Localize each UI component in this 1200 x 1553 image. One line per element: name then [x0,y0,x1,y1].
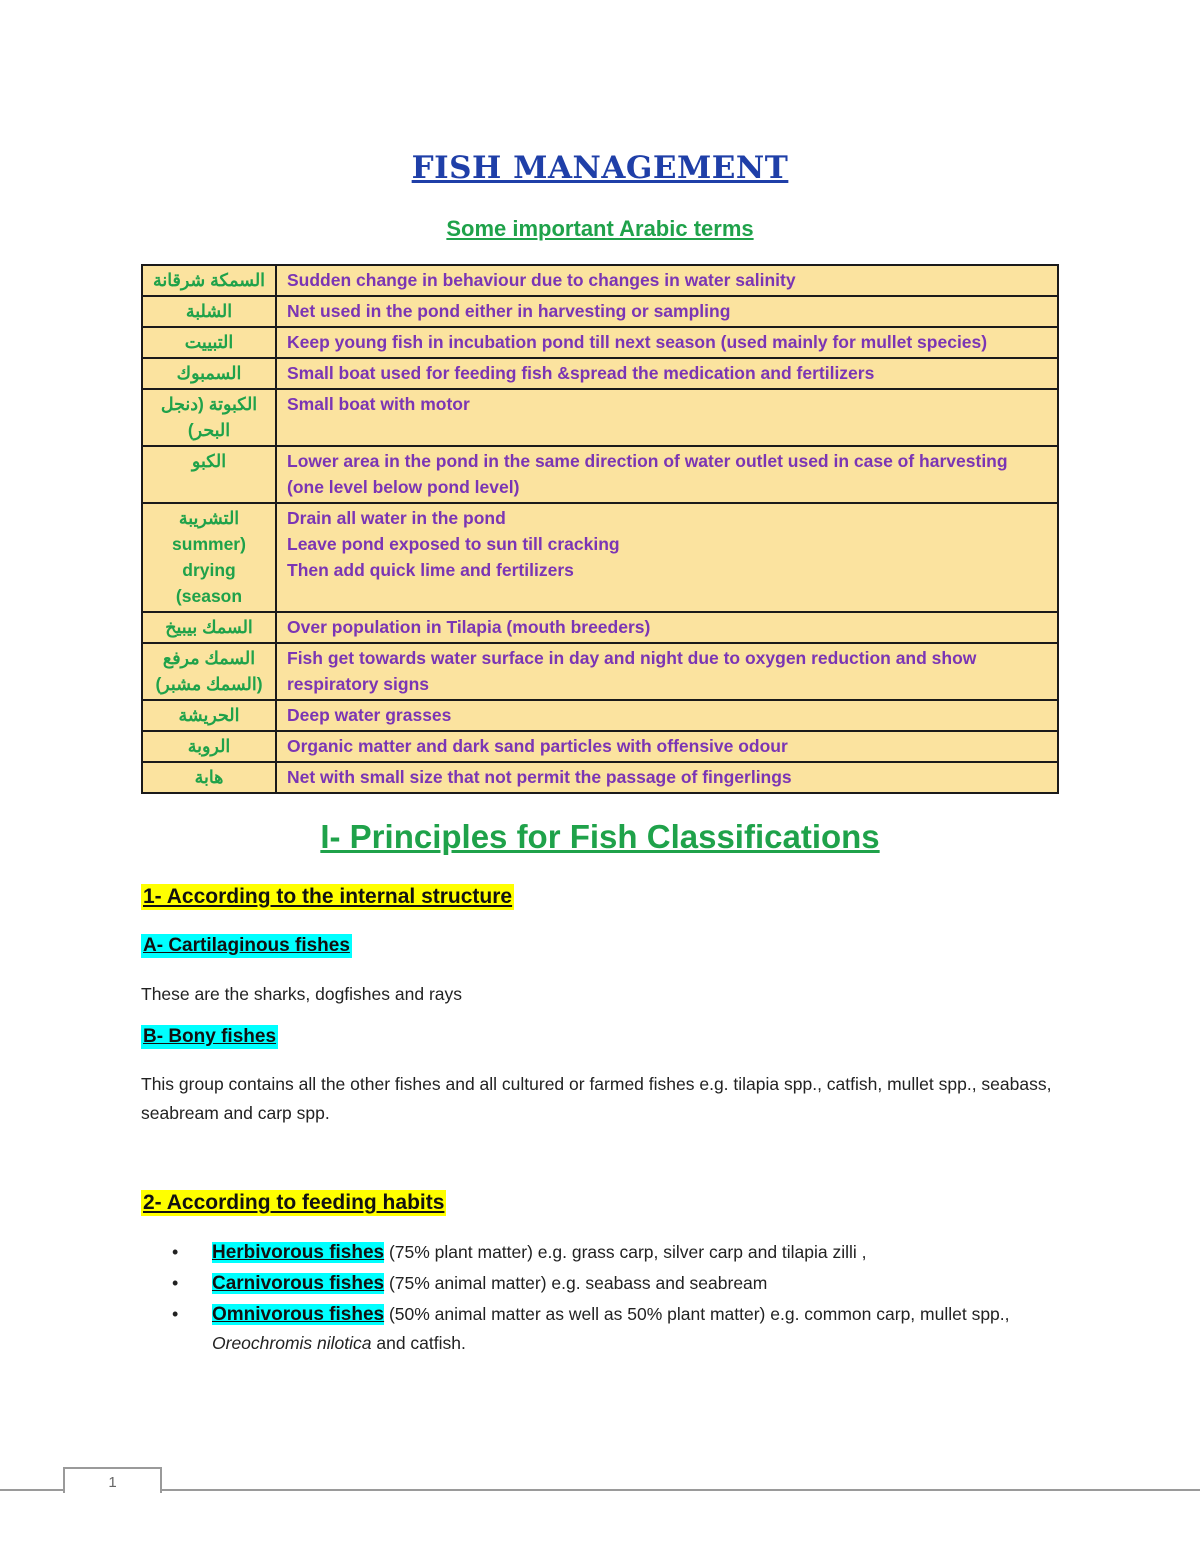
terms-table-body [142,265,1058,793]
page-number: 1 [108,1474,117,1491]
term-definition [276,700,1058,731]
term-definition [276,503,1058,612]
term-arabic: الحريشة [142,700,276,731]
term-row [142,731,1058,762]
term-row [142,643,1058,700]
term-definition [276,731,1058,762]
definition-line: Drain all water in the pond [287,508,506,528]
term-row [142,296,1058,327]
term-arabic: الشلبة [142,296,276,327]
definition-line [287,417,1047,443]
term-arabic: السمك بيبيخ [142,612,276,643]
definition-line: Keep young fish in incubation pond till next season (used mainly for mullet species) [287,332,988,352]
classification-heading: I- Principles for Fish Classifications [320,818,880,855]
term-arabic: السمبوك [142,358,276,389]
term-arabic: التشريبة (summer drying season) [142,503,276,612]
feeding-habit-description: (50% animal matter as well as 50% plant matter) e.g. common carp, mullet spp., [384,1304,1010,1324]
definition-line: Then add quick lime and fertilizers [287,560,574,580]
definition-line: Leave pond exposed to sun till cracking [287,534,620,554]
term-arabic: السمكة شرقانة [142,265,276,296]
definition-line: Over population in Tilapia (mouth breeders) [287,617,651,637]
bony-text: This group contains all the other fishes and all cultured or farmed fishes e.g. tilapia spp., catfish, mullet spp., seabass, seabream and carp spp. [141,1074,1052,1123]
definition-line: Small boat used for feeding fish &spread the medication and fertilizers [287,363,875,383]
term-arabic: الكبو [142,446,276,503]
term-definition [276,643,1058,700]
term-definition [276,446,1058,503]
term-row [142,327,1058,358]
definition-line: Sudden change in behaviour due to changes in water salinity [287,270,796,290]
feeding-habit-name: Omnivorous fishes [212,1304,385,1325]
term-arabic: هابة [142,762,276,793]
definition-line: Lower area in the pond in the same direction of water outlet used in case of harvesting (one level below pond level) [287,451,1008,497]
term-arabic: السمك مرفع (السمك مشبر) [142,643,276,700]
bullet-icon: • [172,1273,179,1293]
bullet-icon: • [172,1242,179,1262]
definition-line: Net with small size that not permit the passage of fingerlings [287,767,792,787]
term-row [142,358,1058,389]
term-definition [276,762,1058,793]
internal-structure-heading: 1- According to the internal structure [143,885,513,908]
term-definition [276,612,1058,643]
feeding-habits-list [141,1238,1061,1360]
feeding-habit-description: (75% plant matter) e.g. grass carp, silver carp and tilapia zilli , [384,1242,867,1262]
term-row [142,612,1058,643]
term-definition [276,296,1058,327]
document-title: FISH MANAGEMENT [411,150,789,186]
term-definition [276,327,1058,358]
feeding-habit-item [141,1269,1061,1298]
term-row [142,389,1058,446]
term-definition [276,265,1058,296]
term-arabic: التبييت [142,327,276,358]
feeding-habit-description: (75% animal matter) e.g. seabass and seabream [384,1273,768,1293]
footer-rule [0,1489,1200,1491]
cartilaginous-heading: A- Cartilaginous fishes [143,935,350,956]
feeding-habit-name: Carnivorous fishes [212,1273,385,1294]
definition-line: Fish get towards water surface in day and night due to oxygen reduction and show respiratory signs [287,648,977,694]
term-definition [276,389,1058,446]
arabic-terms-table [141,264,1059,794]
feeding-habit-name: Herbivorous fishes [212,1242,385,1263]
definition-line: Organic matter and dark sand particles with offensive odour [287,736,788,756]
term-arabic: الروبة [142,731,276,762]
definition-line: Deep water grasses [287,705,452,725]
feeding-habit-item [141,1238,1061,1267]
feeding-habit-tail: and catfish. [371,1333,466,1353]
term-row [142,700,1058,731]
cartilaginous-text: These are the sharks, dogfishes and rays [141,984,463,1004]
term-row [142,503,1058,612]
bullet-icon: • [172,1304,179,1324]
definition-line: Net used in the pond either in harvesting or sampling [287,301,731,321]
definition-line [287,583,1047,609]
species-name: Oreochromis nilotica [212,1333,372,1353]
definition-line: Small boat with motor [287,394,470,414]
feeding-habits-heading: 2- According to feeding habits [143,1191,445,1214]
term-definition [276,358,1058,389]
feeding-habit-item [141,1300,1061,1358]
document-subtitle: Some important Arabic terms [446,216,754,241]
term-arabic: الكبوتة (دنجل البحر) [142,389,276,446]
term-row [142,265,1058,296]
term-row [142,446,1058,503]
bony-heading: B- Bony fishes [143,1026,277,1047]
term-row [142,762,1058,793]
